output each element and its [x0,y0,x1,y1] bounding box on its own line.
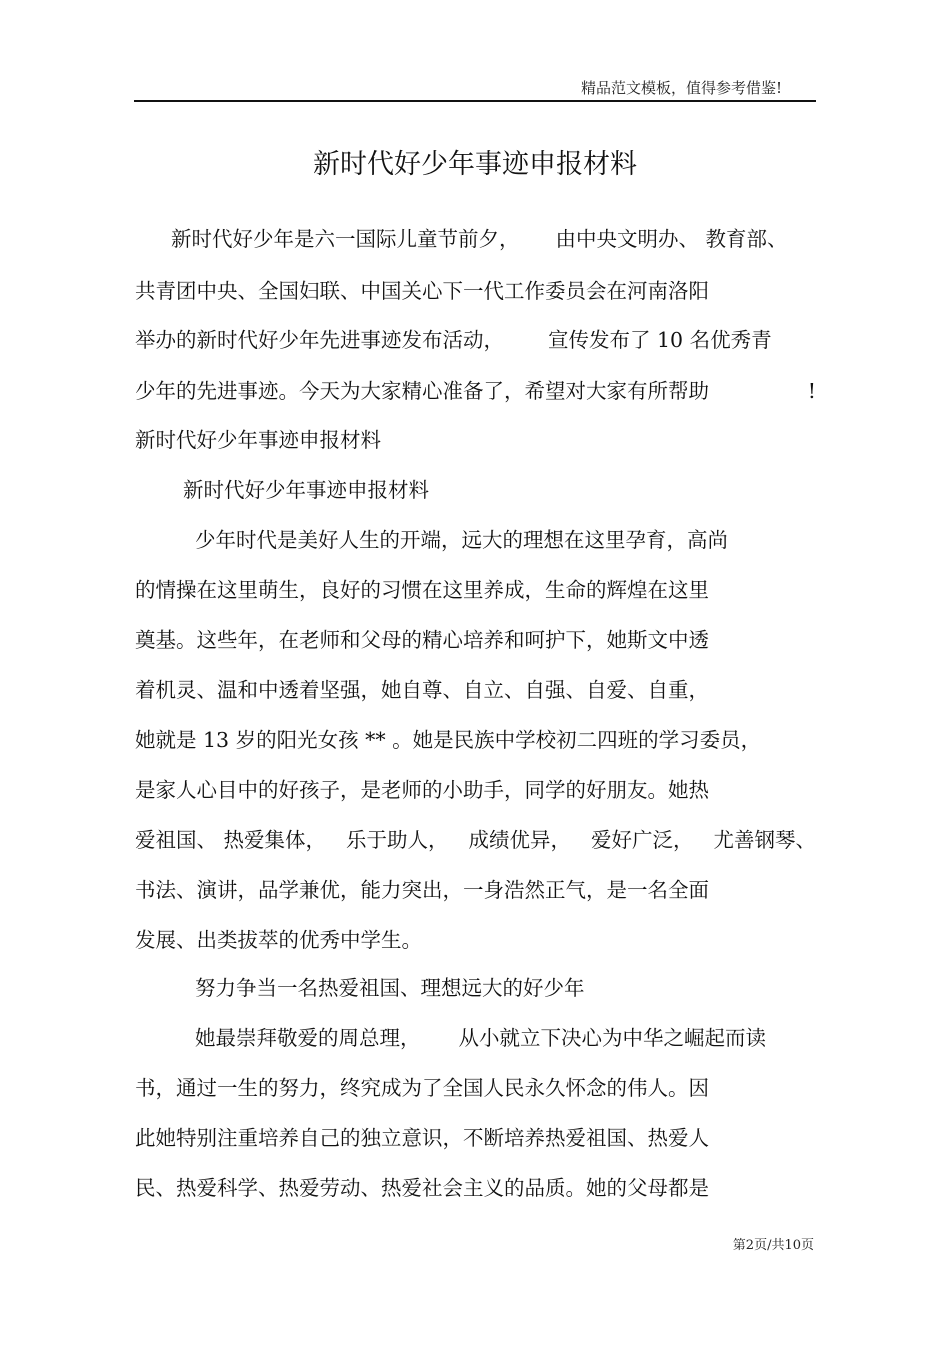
body-line: 新时代好少年事迹申报材料 [135,428,381,452]
text-segment: 尤善钢琴、 [713,828,816,852]
body-line: 发展、出类拔萃的优秀中学生。 [135,928,422,952]
body-line: 民、热爱科学、热爱劳动、热爱社会主义的品质。她的父母都是 [135,1176,709,1200]
body-line: 书，通过一生的努力，终究成为了全国人民永久怀念的伟人。因 [135,1076,709,1100]
body-line: 少年时代是美好人生的开端，远大的理想在这里孕育，高尚 [195,528,728,552]
body-line: 书法、演讲，品学兼优，能力突出，一身浩然正气，是一名全面 [135,878,709,902]
body-line: 的情操在这里萌生，良好的习惯在这里养成，生命的辉煌在这里 [135,578,709,602]
text-segment: 爱祖国、 热爱集体， [135,828,327,852]
text-segment: 新时代好少年是六一国际儿童节前夕， [171,227,520,251]
text-segment: 乐于助人， [346,828,449,852]
header-divider [134,100,816,102]
text-segment: 爱好广泛， [590,828,694,852]
text-segment: 由中央文明办、 教育部、 [555,227,788,251]
body-line [135,226,816,252]
body-line: 奠基。这些年，在老师和父母的精心培养和呵护下，她斯文中透 [135,628,709,652]
text-segment: 举办的新时代好少年先进事迹发布活动， [135,328,504,352]
body-line [135,1025,816,1051]
body-line: 此她特别注重培养自己的独立意识，不断培养热爱祖国、热爱人 [135,1126,709,1150]
text-segment: 从小就立下决心为中华之崛起而读 [458,1026,766,1050]
section-heading: 努力争当一名热爱祖国、理想远大的好少年 [195,976,585,1000]
body-line: 着机灵、温和中透着坚强，她自尊、自立、自强、自爱、自重， [135,678,709,702]
body-line: 是家人心目中的好孩子，是老师的小助手，同学的好朋友。她热 [135,778,709,802]
body-line [135,378,816,404]
text-segment: 少年的先进事迹。今天为大家精心准备了，希望对大家有所帮助 [135,379,709,403]
text-segment: ! [807,379,816,403]
section-heading: 新时代好少年事迹申报材料 [183,478,429,502]
document-title: 新时代好少年事迹申报材料 [313,149,637,180]
header-text: 精品范文模板，值得参考借鉴! [580,79,782,97]
text-segment: 宣传发布了 10 名优秀青 [548,328,772,352]
body-line: 共青团中央、全国妇联、中国关心下一代工作委员会在河南洛阳 [135,279,709,303]
page-number: 第2页/共10页 [732,1238,814,1253]
body-line [135,827,816,853]
text-segment: 她最崇拜敬爱的周总理， [195,1026,421,1050]
text-segment: 成绩优异， [468,828,571,852]
body-line [135,327,816,353]
body-line: 她就是 13 岁的阳光女孩 ** 。她是民族中学校初二四班的学习委员， [135,728,762,752]
